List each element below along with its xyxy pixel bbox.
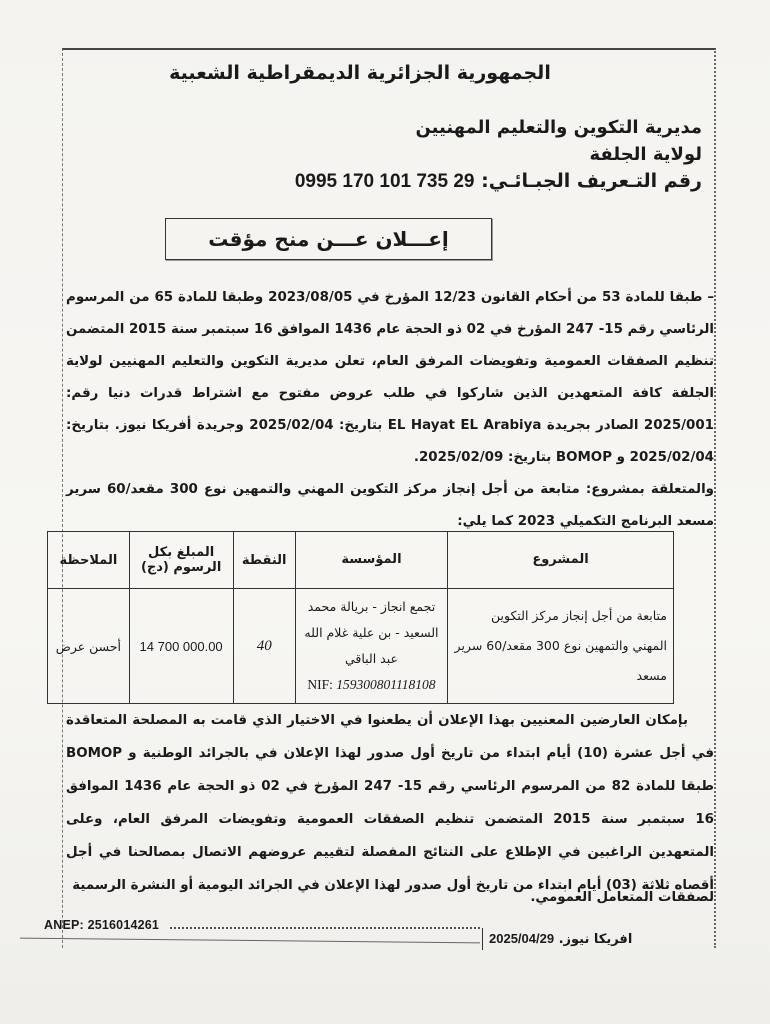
header-project: المشروع	[448, 532, 674, 589]
announcement-title-box	[165, 218, 492, 260]
tax-id-label: رقم التـعريف الجبـائـي:	[481, 170, 702, 192]
header-company: المؤسسة	[295, 532, 447, 589]
source-date: 2025/04/29	[489, 931, 555, 946]
anep-reference: ANEP: 2516014261	[44, 918, 160, 932]
bottom-rule	[20, 938, 480, 944]
tax-id-line	[222, 168, 702, 195]
cell-project: متابعة من أجل إنجاز مركز التكوين المهني والتمهين نوع 300 مقعد/60 سرير مسعد	[448, 589, 674, 704]
header-note: الملاحظة	[48, 532, 130, 589]
company-nif	[302, 672, 441, 698]
intro-paragraph: – طبقا للمادة 53 من أحكام القانون 12/23 المؤرخ في 2023/08/05 وطبقا للمادة 65 من المرسوم الرئاسي رقم 15- 247 المؤرخ في 02 ذو الحجة عام 1436 الموافق 16 سبتمبر سنة 2015 المتضمن تنظيم الصفقات العمومية وتفويضات المرفق العام، تعلن مديرية التكوين والتعليم المهنيين لولاية الجلفة كافة المتعهدين الذين شاركوا في طلب عروض مفتوح مع اشتراط قدرات دنيا رقم: 2025/001 الصادر بجريدة EL Hayat EL Arabiya بتاريخ: 2025/02/04 وجريدة أفريكا نيوز. بتاريخ: 2025/02/04 و BOMOP بتاريخ: 2025/02/09.	[66, 290, 715, 465]
award-table	[47, 531, 674, 704]
company-name: تجمع انجاز - بريالة محمد السعيد - بن علية غلام الله عبد الباقي	[304, 599, 439, 666]
publication-footer	[20, 918, 700, 948]
cell-note: أحسن عرض	[48, 589, 130, 704]
republic-title: الجمهورية الجزائرية الديمقراطية الشعبية	[169, 62, 551, 84]
appeal-paragraph: بإمكان العارضين المعنيين بهذا الإعلان أن يطعنوا في الاختيار الذي قامت به المصلحة المتعاقدة في أجل عشرة (10) أيام ابتداء من تاريخ أول صدور لهذا الإعلان في بالجرائد الوطنية و BOMOP طبقا للمادة 82 من المرسوم الرئاسي رقم 15- 247 المؤرخ في 02 ذو الحجة عام 1436 الموافق 16 سبتمبر سنة 2015 المتضمن تنظيم الصفقات العمومية وتفويضات المرفق العام، وعلى المتعهدين الراغبين في الإطلاع على النتائج المفصلة لتقييم عروضهم الاتصال بمصالحنا في أجل أقصاه ثلاثة (03) أيام ابتداء من تاريخ أول صدور لهذا الإعلان في الجرائد اليومية أو النشرة الرسمية	[66, 713, 714, 893]
cell-company	[295, 589, 447, 704]
dotted-rule	[170, 927, 480, 929]
directorate-name: مديرية التكوين والتعليم المهنيين	[415, 117, 702, 138]
cell-score: 40	[233, 589, 295, 704]
cell-amount: 14 700 000.00	[129, 589, 233, 704]
header-score: النقطة	[233, 532, 295, 589]
intro-section	[66, 282, 714, 538]
issuer-block	[222, 114, 702, 195]
source-name: افريكا نيوز.	[558, 932, 633, 947]
nif-label: NIF:	[307, 677, 333, 692]
announcement-title: إعـــلان عـــن منح مؤقت	[208, 227, 449, 251]
tax-id-value: 0995 170 101 735 29	[294, 171, 475, 192]
table-header-row	[48, 532, 674, 589]
header-amount: المبلغ بكل الرسوم (دج)	[129, 532, 233, 589]
appeal-last-line: لصفقات المتعامل العمومي.	[530, 890, 714, 905]
table-row	[48, 589, 674, 704]
wilaya-name: لولاية الجلفة	[589, 144, 702, 165]
project-line: والمتعلقة بمشروع: متابعة من أجل إنجاز مركز التكوين المهني والتمهين نوع 300 مقعد/60 سرير مسعد البرنامج التكميلي 2023 كما يلي:	[66, 482, 715, 529]
nif-value: 159300801118108	[336, 677, 436, 692]
newspaper-source	[482, 928, 632, 950]
